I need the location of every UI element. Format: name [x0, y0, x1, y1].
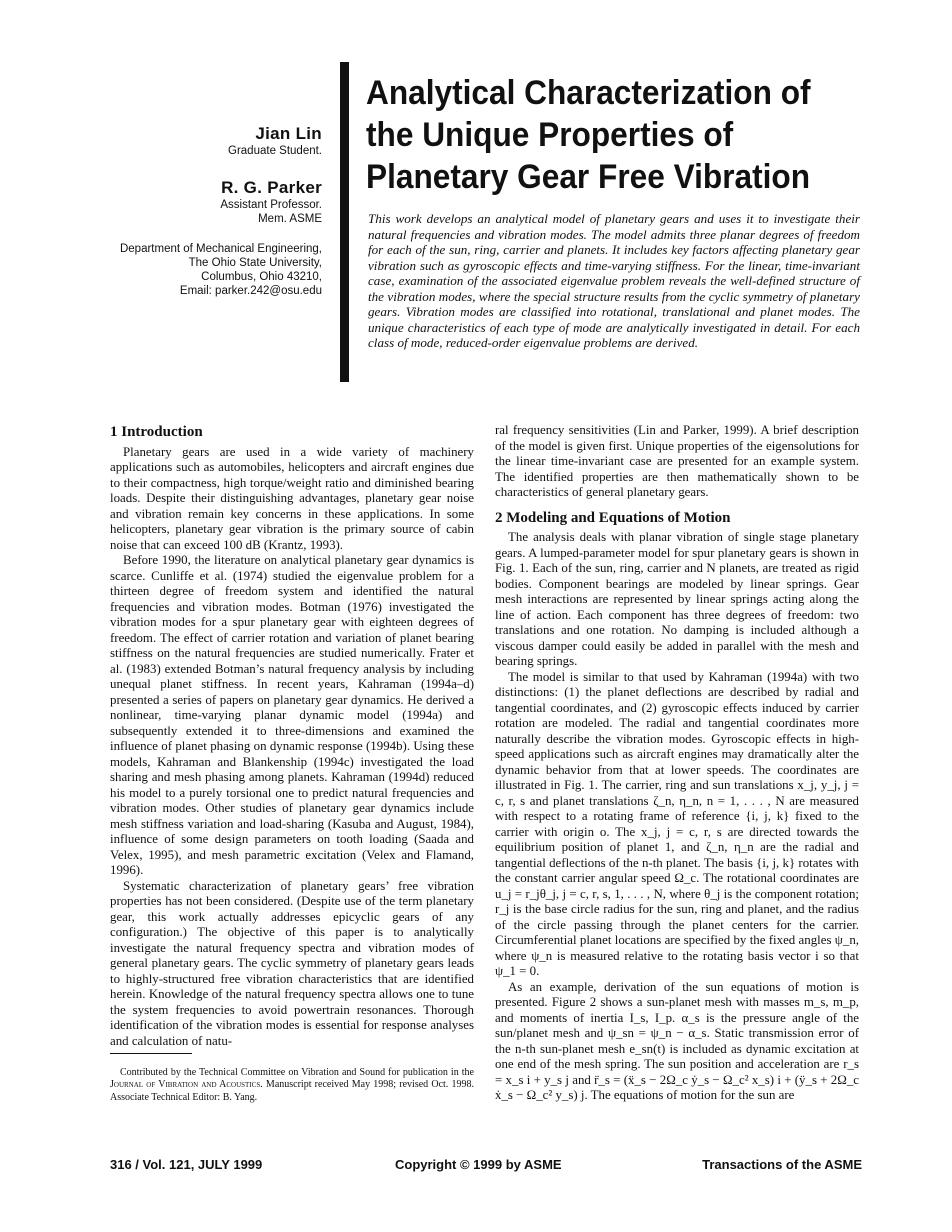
affiliation-line: Columbus, Ohio 43210,: [201, 271, 322, 283]
paragraph: The model is similar to that used by Kahraman (1994a) with two distinctions: (1) the planet deflections are described by radial and tangential coordinates, and (2) gyroscopic effects induced by carrier rotation are modeled. The radial and tangential coordinates more naturally describe the vibration modes. Gyroscopic effects in high-speed applications such as aircraft engines may dramatically alter the dynamic behavior from that at lower speeds. The coordinates are illustrated in Fig. 1. The carrier, ring and sun translations x_j, y_j, j = c, r, s and planet translations ζ_n, η_n, n = 1, . . . , N are measured with respect to a rotating frame of reference {i, j, k} fixed to the carrier with origin o. The x_j, j = c, r, s are directed towards the equilibrium position of planet 1, and ζ_n, η_n are the radial and tangential deflections of the n-th planet. The basis {i, j, k} rotates with the constant carrier angular speed Ω_c. The rotational coordinates are u_j = r_jθ_j, j = c, r, s, 1, . . . , N, where θ_j is the component rotation; r_j is the base circle radius for the sun, ring and planet, and the radius of the circle passing through the planet centers for the carrier. Circumferential planet locations are specified by the fixed angles ψ_n, where ψ_n is measured relative to the rotating basis vector i so that ψ_1 = 0.: [495, 669, 859, 978]
author-name: Jian Lin: [255, 124, 322, 143]
affiliation-email: Email: parker.242@osu.edu: [179, 285, 322, 297]
footnote-rule: [110, 1053, 192, 1054]
author-role: Graduate Student.: [228, 145, 322, 157]
footnote-journal: Journal of Vibration and Acoustics: [110, 1079, 261, 1091]
column-left: [110, 425, 474, 1049]
paragraph-continuation: ral frequency sensitivities (Lin and Parker, 1999). A brief description of the model is given first. Unique properties of the eigensolutions for the linear time-invariant case are presented for an example system. The identified properties are then mathematically shown to be characteristics of general planetary gears.: [495, 423, 859, 499]
footnote: [110, 1067, 474, 1104]
page-footer: [110, 1157, 862, 1177]
affiliation-line: Department of Mechanical Engineering,: [119, 243, 322, 255]
author-block: [100, 124, 322, 298]
paragraph: Before 1990, the literature on analytical planetary gear dynamics is scarce. Cunliffe et al. (1974) studied the eigenvalue problem for a thirteen degree of freedom system and identified the natural frequencies and vibration modes. Botman (1976) investigated the vibration modes for a spur planetary gear with eighteen degrees of freedom. The effect of carrier rotation and variation of planet bearing stiffness on the natural frequencies are studied numerically. Frater et al. (1983) extended Botman’s natural frequency analysis by including unequal planet stiffness. In recent years, Kahraman (1994a–d) presented a series of papers on planetary gear dynamics. He derived a nonlinear, time-varying planar dynamic model (1994a) and subsequently extended it to three-dimensions and examined the influence of planet phasing on dynamic response (1994b). Using these models, Kahraman and Blankenship (1994c) investigated the load sharing and mesh phasing among planets. Kahraman (1994d) reduced his model to a purely torsional one to predict natural frequencies and vibration modes. Other studies of planetary gear dynamics include mesh stiffness variation and load-sharing (Kasuba and August, 1984), influence of some design parameters on tooth loading (Saada and Velex, 1995), and mesh parametric excitation (Velex and Flamand, 1996).: [110, 553, 474, 877]
paragraph: Planetary gears are used in a wide variety of machinery applications such as automobiles, helicopters and aircraft engines due to their compactness, high torque/weight ratio and diminished bearing loads. Despite their distinguishing advantages, planetary gear noise and vibration remain key concerns in these applications. In some helicopters, planetary gear vibration is the primary source of cabin noise that can exceed 100 dB (Krantz, 1993).: [110, 444, 474, 552]
section-heading-introduction: 1 Introduction: [110, 424, 203, 440]
author-1: [100, 124, 322, 158]
footer-journal: Transactions of the ASME: [702, 1157, 862, 1172]
author-2: [100, 178, 322, 226]
title-line: the Unique Properties of: [366, 116, 734, 154]
section-heading-modeling: 2 Modeling and Equations of Motion: [495, 509, 731, 526]
footer-copyright: Copyright © 1999 by ASME: [395, 1157, 562, 1172]
author-name: R. G. Parker: [221, 178, 322, 197]
title-divider-bar: [340, 62, 349, 382]
title-line: Planetary Gear Free Vibration: [366, 158, 811, 196]
affiliation: [100, 242, 322, 298]
author-role: Assistant Professor.: [220, 199, 322, 211]
affiliation-line: The Ohio State University,: [188, 257, 322, 269]
author-membership: Mem. ASME: [258, 213, 322, 225]
footnote-text: Contributed by the Technical Committee on Vibration and Sound for publication in the: [120, 1067, 474, 1078]
paragraph: As an example, derivation of the sun equations of motion is presented. Figure 2 shows a sun-planet mesh with masses m_s, m_p, and moments of inertia I_s, I_p. α_s is the pressure angle of the sun/planet mesh and ψ_sn = ψ_n − α_s. Static transmission error of the n-th sun-planet mesh e_sn(t) is included as dynamic excitation at one end of the mesh spring. The sun position and acceleration are r_s = x_s i + y_s j and r̈_s = (ẍ_s − 2Ω_c ẏ_s − Ω_c² x_s) i + (ÿ_s + 2Ω_c ẋ_s − Ω_c² y_s) j. The equations of motion for the sun are: [495, 979, 859, 1102]
abstract: This work develops an analytical model of planetary gears and uses it to investigate their natural frequencies and vibration modes. The model admits three planar degrees of freedom for each of the sun, ring, carrier and planets. It includes key factors affecting planetary gear vibration such as gyroscopic effects and time-varying stiffness. For the linear, time-invariant case, examination of the associated eigenvalue problem reveals the well-defined structure of the vibration modes, where the special structure results from the cyclic symmetry of planetary gears. Vibration modes are classified into rotational, translational and planet modes. The unique characteristics of each type of mode are analytically investigated in detail. For each class of mode, reduced-order eigenvalue problems are derived.: [368, 211, 860, 350]
column-right: [495, 423, 859, 1104]
paragraph: Systematic characterization of planetary gears’ free vibration properties has not been considered. (Despite use of the term planetary gear, this work actually addresses epicyclic gears of any configuration.) The objective of this paper is to analytically investigate the natural frequency spectra and vibration modes of general planetary gears. The cyclic symmetry of planetary gears leads to highly-structured free vibration characteristics that are identified herein. Knowledge of the natural frequency spectra allows one to tune the system frequencies to avoid powertrain resonances. Thorough identification of the vibration modes is essential for response analyses and calculation of natu-: [110, 878, 474, 1048]
footnote-text: . Manuscript received May 1998; revised Oct. 1998. Associate Technical Editor: B. Yang.: [110, 1079, 474, 1103]
paragraph: The analysis deals with planar vibration of single stage planetary gears. A lumped-parameter model for spur planetary gears is shown in Fig. 1. Each of the sun, ring, carrier and N planets, are treated as rigid bodies. Component bearings are modeled by linear springs. Gear mesh interactions are represented by linear springs acting along the line of action. Each component has three degrees of freedom: two translations and one rotation. No damping is included although a viscous damper could easily be added in parallel with the mesh and bearing springs.: [495, 530, 859, 668]
paper-title: [366, 72, 887, 198]
footer-page-volume: 316 / Vol. 121, JULY 1999: [110, 1157, 263, 1172]
title-line: Analytical Characterization of: [366, 74, 811, 112]
